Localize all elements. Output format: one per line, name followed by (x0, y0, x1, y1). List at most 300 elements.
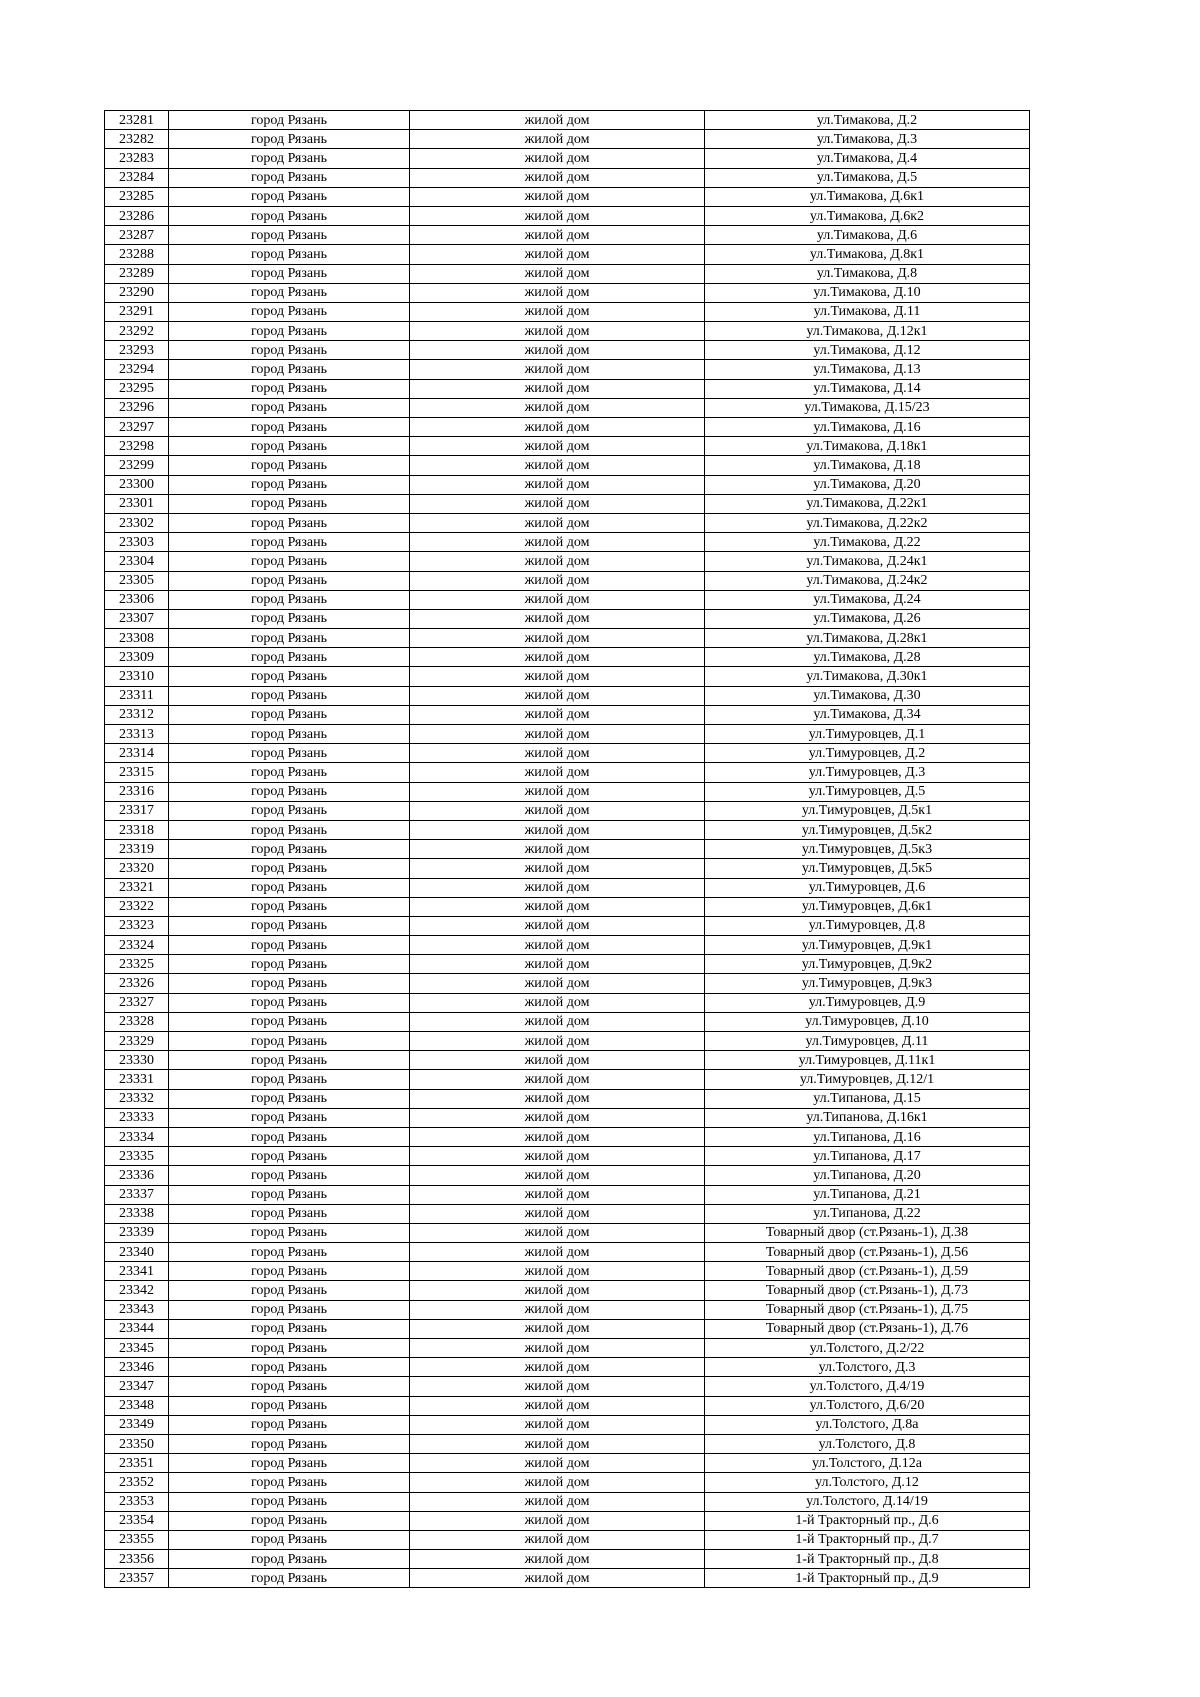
address-cell: ул.Толстого, Д.14/19 (705, 1492, 1030, 1511)
object-type-cell: жилой дом (410, 1434, 705, 1453)
city-cell: город Рязань (169, 302, 410, 321)
record-number-cell: 23331 (105, 1070, 169, 1089)
object-type-cell: жилой дом (410, 782, 705, 801)
city-cell: город Рязань (169, 1051, 410, 1070)
city-cell: город Рязань (169, 552, 410, 571)
city-cell: город Рязань (169, 1569, 410, 1588)
record-number-cell: 23355 (105, 1530, 169, 1549)
object-type-cell: жилой дом (410, 1070, 705, 1089)
object-type-cell: жилой дом (410, 1377, 705, 1396)
object-type-cell: жилой дом (410, 1339, 705, 1358)
table-row (105, 1377, 1030, 1396)
address-cell: ул.Тимуровцев, Д.2 (705, 744, 1030, 763)
record-number-cell: 23323 (105, 916, 169, 935)
city-cell: город Рязань (169, 782, 410, 801)
record-number-cell: 23349 (105, 1415, 169, 1434)
table-row (105, 552, 1030, 571)
city-cell: город Рязань (169, 1204, 410, 1223)
city-cell: город Рязань (169, 1415, 410, 1434)
city-cell: город Рязань (169, 648, 410, 667)
object-type-cell: жилой дом (410, 379, 705, 398)
address-cell: ул.Тимуровцев, Д.3 (705, 763, 1030, 782)
table-row (105, 840, 1030, 859)
record-number-cell: 23312 (105, 705, 169, 724)
address-cell: ул.Тимуровцев, Д.5к1 (705, 801, 1030, 820)
table-row (105, 993, 1030, 1012)
record-number-cell: 23343 (105, 1300, 169, 1319)
table-row (105, 1127, 1030, 1146)
city-cell: город Рязань (169, 1166, 410, 1185)
address-cell: ул.Толстого, Д.6/20 (705, 1396, 1030, 1415)
record-number-cell: 23304 (105, 552, 169, 571)
table-row (105, 629, 1030, 648)
city-cell: город Рязань (169, 264, 410, 283)
record-number-cell: 23285 (105, 187, 169, 206)
object-type-cell: жилой дом (410, 1243, 705, 1262)
record-number-cell: 23337 (105, 1185, 169, 1204)
table-row (105, 763, 1030, 782)
table-row (105, 226, 1030, 245)
record-number-cell: 23298 (105, 437, 169, 456)
table-row (105, 1051, 1030, 1070)
address-cell: ул.Толстого, Д.3 (705, 1358, 1030, 1377)
record-number-cell: 23281 (105, 111, 169, 130)
address-cell: ул.Тимуровцев, Д.9 (705, 993, 1030, 1012)
address-cell: ул.Тимуровцев, Д.1 (705, 725, 1030, 744)
object-type-cell: жилой дом (410, 226, 705, 245)
object-type-cell: жилой дом (410, 1511, 705, 1530)
address-cell: ул.Тимакова, Д.12к1 (705, 322, 1030, 341)
table-row (105, 264, 1030, 283)
address-cell: ул.Тимуровцев, Д.6 (705, 878, 1030, 897)
city-cell: город Рязань (169, 897, 410, 916)
table-row (105, 820, 1030, 839)
city-cell: город Рязань (169, 1319, 410, 1338)
address-cell: ул.Толстого, Д.2/22 (705, 1339, 1030, 1358)
record-number-cell: 23336 (105, 1166, 169, 1185)
housing-registry-table (104, 110, 1030, 1588)
table-row (105, 1396, 1030, 1415)
address-cell: ул.Тимакова, Д.24к1 (705, 552, 1030, 571)
city-cell: город Рязань (169, 1070, 410, 1089)
address-cell: ул.Тимуровцев, Д.11к1 (705, 1051, 1030, 1070)
record-number-cell: 23341 (105, 1262, 169, 1281)
object-type-cell: жилой дом (410, 533, 705, 552)
table-row (105, 725, 1030, 744)
city-cell: город Рязань (169, 168, 410, 187)
address-cell: ул.Тимуровцев, Д.9к2 (705, 955, 1030, 974)
table-row (105, 206, 1030, 225)
city-cell: город Рязань (169, 763, 410, 782)
object-type-cell: жилой дом (410, 840, 705, 859)
city-cell: город Рязань (169, 936, 410, 955)
record-number-cell: 23334 (105, 1127, 169, 1146)
record-number-cell: 23326 (105, 974, 169, 993)
object-type-cell: жилой дом (410, 725, 705, 744)
address-cell: ул.Типанова, Д.16к1 (705, 1108, 1030, 1127)
record-number-cell: 23348 (105, 1396, 169, 1415)
address-cell: ул.Тимакова, Д.12 (705, 341, 1030, 360)
city-cell: город Рязань (169, 859, 410, 878)
table-row (105, 437, 1030, 456)
address-cell: ул.Тимакова, Д.28к1 (705, 629, 1030, 648)
record-number-cell: 23318 (105, 820, 169, 839)
table-row (105, 686, 1030, 705)
record-number-cell: 23324 (105, 936, 169, 955)
address-cell: ул.Тимакова, Д.5 (705, 168, 1030, 187)
record-number-cell: 23328 (105, 1012, 169, 1031)
object-type-cell: жилой дом (410, 456, 705, 475)
record-number-cell: 23351 (105, 1454, 169, 1473)
city-cell: город Рязань (169, 705, 410, 724)
address-cell: ул.Тимакова, Д.15/23 (705, 398, 1030, 417)
record-number-cell: 23295 (105, 379, 169, 398)
city-cell: город Рязань (169, 1339, 410, 1358)
record-number-cell: 23306 (105, 590, 169, 609)
record-number-cell: 23350 (105, 1434, 169, 1453)
table-row (105, 456, 1030, 475)
object-type-cell: жилой дом (410, 1319, 705, 1338)
address-cell: ул.Тимуровцев, Д.5к3 (705, 840, 1030, 859)
address-cell: ул.Типанова, Д.17 (705, 1147, 1030, 1166)
city-cell: город Рязань (169, 533, 410, 552)
table-row (105, 341, 1030, 360)
object-type-cell: жилой дом (410, 206, 705, 225)
address-cell: ул.Тимакова, Д.30 (705, 686, 1030, 705)
record-number-cell: 23329 (105, 1032, 169, 1051)
object-type-cell: жилой дом (410, 360, 705, 379)
record-number-cell: 23286 (105, 206, 169, 225)
table-row (105, 782, 1030, 801)
city-cell: город Рязань (169, 974, 410, 993)
city-cell: город Рязань (169, 725, 410, 744)
address-cell: ул.Тимакова, Д.6к2 (705, 206, 1030, 225)
record-number-cell: 23321 (105, 878, 169, 897)
object-type-cell: жилой дом (410, 1396, 705, 1415)
city-cell: город Рязань (169, 437, 410, 456)
table-row (105, 149, 1030, 168)
address-cell: ул.Тимакова, Д.13 (705, 360, 1030, 379)
object-type-cell: жилой дом (410, 1262, 705, 1281)
table-row (105, 1339, 1030, 1358)
object-type-cell: жилой дом (410, 1281, 705, 1300)
table-row (105, 1434, 1030, 1453)
table-row (105, 1012, 1030, 1031)
record-number-cell: 23308 (105, 629, 169, 648)
record-number-cell: 23292 (105, 322, 169, 341)
record-number-cell: 23339 (105, 1223, 169, 1242)
address-cell: Товарный двор (ст.Рязань-1), Д.56 (705, 1243, 1030, 1262)
table-row (105, 974, 1030, 993)
object-type-cell: жилой дом (410, 763, 705, 782)
city-cell: город Рязань (169, 801, 410, 820)
record-number-cell: 23332 (105, 1089, 169, 1108)
object-type-cell: жилой дом (410, 111, 705, 130)
table-row (105, 418, 1030, 437)
address-cell: Товарный двор (ст.Рязань-1), Д.76 (705, 1319, 1030, 1338)
record-number-cell: 23288 (105, 245, 169, 264)
city-cell: город Рязань (169, 1281, 410, 1300)
city-cell: город Рязань (169, 1089, 410, 1108)
object-type-cell: жилой дом (410, 1089, 705, 1108)
city-cell: город Рязань (169, 667, 410, 686)
record-number-cell: 23325 (105, 955, 169, 974)
city-cell: город Рязань (169, 475, 410, 494)
address-cell: ул.Тимакова, Д.4 (705, 149, 1030, 168)
object-type-cell: жилой дом (410, 398, 705, 417)
address-cell: ул.Тимуровцев, Д.9к3 (705, 974, 1030, 993)
address-cell: ул.Тимакова, Д.18к1 (705, 437, 1030, 456)
record-number-cell: 23309 (105, 648, 169, 667)
address-cell: ул.Тимуровцев, Д.11 (705, 1032, 1030, 1051)
city-cell: город Рязань (169, 1012, 410, 1031)
record-number-cell: 23346 (105, 1358, 169, 1377)
city-cell: город Рязань (169, 245, 410, 264)
record-number-cell: 23301 (105, 494, 169, 513)
city-cell: город Рязань (169, 283, 410, 302)
object-type-cell: жилой дом (410, 801, 705, 820)
record-number-cell: 23315 (105, 763, 169, 782)
address-cell: ул.Тимуровцев, Д.8 (705, 916, 1030, 935)
record-number-cell: 23283 (105, 149, 169, 168)
table-row (105, 1281, 1030, 1300)
table-row (105, 1147, 1030, 1166)
city-cell: город Рязань (169, 1127, 410, 1146)
address-cell: ул.Тимакова, Д.16 (705, 418, 1030, 437)
object-type-cell: жилой дом (410, 1012, 705, 1031)
address-cell: 1-й Тракторный пр., Д.7 (705, 1530, 1030, 1549)
address-cell: 1-й Тракторный пр., Д.8 (705, 1550, 1030, 1569)
address-cell: Товарный двор (ст.Рязань-1), Д.75 (705, 1300, 1030, 1319)
table-row (105, 398, 1030, 417)
table-row (105, 1166, 1030, 1185)
record-number-cell: 23330 (105, 1051, 169, 1070)
table-row (105, 283, 1030, 302)
city-cell: город Рязань (169, 820, 410, 839)
address-cell: ул.Толстого, Д.8а (705, 1415, 1030, 1434)
table-row (105, 1089, 1030, 1108)
city-cell: город Рязань (169, 341, 410, 360)
city-cell: город Рязань (169, 1185, 410, 1204)
table-row (105, 1108, 1030, 1127)
object-type-cell: жилой дом (410, 130, 705, 149)
record-number-cell: 23333 (105, 1108, 169, 1127)
object-type-cell: жилой дом (410, 1166, 705, 1185)
table-row (105, 897, 1030, 916)
address-cell: ул.Тимуровцев, Д.5к2 (705, 820, 1030, 839)
object-type-cell: жилой дом (410, 418, 705, 437)
address-cell: ул.Тимакова, Д.6к1 (705, 187, 1030, 206)
city-cell: город Рязань (169, 955, 410, 974)
city-cell: город Рязань (169, 571, 410, 590)
address-cell: ул.Толстого, Д.12а (705, 1454, 1030, 1473)
record-number-cell: 23347 (105, 1377, 169, 1396)
registry-table-body (105, 111, 1030, 1588)
object-type-cell: жилой дом (410, 1473, 705, 1492)
object-type-cell: жилой дом (410, 1550, 705, 1569)
city-cell: город Рязань (169, 590, 410, 609)
city-cell: город Рязань (169, 840, 410, 859)
table-row (105, 1223, 1030, 1242)
object-type-cell: жилой дом (410, 955, 705, 974)
record-number-cell: 23294 (105, 360, 169, 379)
address-cell: ул.Тимакова, Д.10 (705, 283, 1030, 302)
record-number-cell: 23303 (105, 533, 169, 552)
object-type-cell: жилой дом (410, 1530, 705, 1549)
object-type-cell: жилой дом (410, 245, 705, 264)
record-number-cell: 23317 (105, 801, 169, 820)
table-row (105, 168, 1030, 187)
address-cell: Товарный двор (ст.Рязань-1), Д.59 (705, 1262, 1030, 1281)
object-type-cell: жилой дом (410, 264, 705, 283)
address-cell: ул.Тимакова, Д.26 (705, 609, 1030, 628)
object-type-cell: жилой дом (410, 629, 705, 648)
city-cell: город Рязань (169, 916, 410, 935)
object-type-cell: жилой дом (410, 936, 705, 955)
address-cell: ул.Типанова, Д.22 (705, 1204, 1030, 1223)
address-cell: ул.Толстого, Д.8 (705, 1434, 1030, 1453)
object-type-cell: жилой дом (410, 1147, 705, 1166)
city-cell: город Рязань (169, 629, 410, 648)
table-row (105, 1262, 1030, 1281)
record-number-cell: 23307 (105, 609, 169, 628)
object-type-cell: жилой дом (410, 1032, 705, 1051)
table-row (105, 801, 1030, 820)
record-number-cell: 23352 (105, 1473, 169, 1492)
record-number-cell: 23314 (105, 744, 169, 763)
address-cell: 1-й Тракторный пр., Д.9 (705, 1569, 1030, 1588)
city-cell: город Рязань (169, 379, 410, 398)
address-cell: ул.Тимуровцев, Д.5к5 (705, 859, 1030, 878)
table-row (105, 302, 1030, 321)
table-row (105, 475, 1030, 494)
city-cell: город Рязань (169, 456, 410, 475)
record-number-cell: 23310 (105, 667, 169, 686)
object-type-cell: жилой дом (410, 859, 705, 878)
address-cell: ул.Тимакова, Д.2 (705, 111, 1030, 130)
object-type-cell: жилой дом (410, 1185, 705, 1204)
record-number-cell: 23345 (105, 1339, 169, 1358)
city-cell: город Рязань (169, 609, 410, 628)
record-number-cell: 23342 (105, 1281, 169, 1300)
table-row (105, 1550, 1030, 1569)
table-row (105, 705, 1030, 724)
record-number-cell: 23340 (105, 1243, 169, 1262)
object-type-cell: жилой дом (410, 552, 705, 571)
address-cell: ул.Тимакова, Д.24к2 (705, 571, 1030, 590)
city-cell: город Рязань (169, 513, 410, 532)
city-cell: город Рязань (169, 149, 410, 168)
record-number-cell: 23311 (105, 686, 169, 705)
object-type-cell: жилой дом (410, 590, 705, 609)
record-number-cell: 23289 (105, 264, 169, 283)
address-cell: ул.Тимуровцев, Д.10 (705, 1012, 1030, 1031)
record-number-cell: 23327 (105, 993, 169, 1012)
address-cell: ул.Толстого, Д.4/19 (705, 1377, 1030, 1396)
object-type-cell: жилой дом (410, 1127, 705, 1146)
table-row (105, 1454, 1030, 1473)
city-cell: город Рязань (169, 1530, 410, 1549)
object-type-cell: жилой дом (410, 168, 705, 187)
address-cell: ул.Тимуровцев, Д.6к1 (705, 897, 1030, 916)
city-cell: город Рязань (169, 993, 410, 1012)
city-cell: город Рязань (169, 1550, 410, 1569)
object-type-cell: жилой дом (410, 820, 705, 839)
object-type-cell: жилой дом (410, 1300, 705, 1319)
address-cell: ул.Тимакова, Д.18 (705, 456, 1030, 475)
city-cell: город Рязань (169, 1358, 410, 1377)
table-row (105, 379, 1030, 398)
city-cell: город Рязань (169, 418, 410, 437)
city-cell: город Рязань (169, 1300, 410, 1319)
city-cell: город Рязань (169, 878, 410, 897)
record-number-cell: 23320 (105, 859, 169, 878)
city-cell: город Рязань (169, 1434, 410, 1453)
object-type-cell: жилой дом (410, 475, 705, 494)
address-cell: ул.Тимакова, Д.3 (705, 130, 1030, 149)
table-row (105, 648, 1030, 667)
table-row (105, 1319, 1030, 1338)
table-row (105, 571, 1030, 590)
object-type-cell: жилой дом (410, 974, 705, 993)
address-cell: ул.Тимакова, Д.30к1 (705, 667, 1030, 686)
table-row (105, 590, 1030, 609)
object-type-cell: жилой дом (410, 705, 705, 724)
record-number-cell: 23296 (105, 398, 169, 417)
object-type-cell: жилой дом (410, 1492, 705, 1511)
city-cell: город Рязань (169, 111, 410, 130)
address-cell: ул.Тимакова, Д.34 (705, 705, 1030, 724)
table-row (105, 1032, 1030, 1051)
city-cell: город Рязань (169, 1396, 410, 1415)
city-cell: город Рязань (169, 398, 410, 417)
table-row (105, 111, 1030, 130)
address-cell: ул.Тимакова, Д.22к2 (705, 513, 1030, 532)
object-type-cell: жилой дом (410, 437, 705, 456)
table-row (105, 1070, 1030, 1089)
address-cell: ул.Толстого, Д.12 (705, 1473, 1030, 1492)
address-cell: ул.Тимакова, Д.22к1 (705, 494, 1030, 513)
object-type-cell: жилой дом (410, 1569, 705, 1588)
table-row (105, 1569, 1030, 1588)
object-type-cell: жилой дом (410, 1454, 705, 1473)
city-cell: город Рязань (169, 1108, 410, 1127)
table-row (105, 245, 1030, 264)
table-row (105, 744, 1030, 763)
address-cell: ул.Типанова, Д.21 (705, 1185, 1030, 1204)
city-cell: город Рязань (169, 1377, 410, 1396)
city-cell: город Рязань (169, 744, 410, 763)
record-number-cell: 23300 (105, 475, 169, 494)
table-row (105, 322, 1030, 341)
city-cell: город Рязань (169, 206, 410, 225)
address-cell: Товарный двор (ст.Рязань-1), Д.38 (705, 1223, 1030, 1242)
address-cell: ул.Тимакова, Д.14 (705, 379, 1030, 398)
record-number-cell: 23319 (105, 840, 169, 859)
table-row (105, 1300, 1030, 1319)
address-cell: ул.Тимуровцев, Д.12/1 (705, 1070, 1030, 1089)
record-number-cell: 23353 (105, 1492, 169, 1511)
object-type-cell: жилой дом (410, 149, 705, 168)
city-cell: город Рязань (169, 1454, 410, 1473)
table-row (105, 1473, 1030, 1492)
table-row (105, 1511, 1030, 1530)
city-cell: город Рязань (169, 1243, 410, 1262)
record-number-cell: 23305 (105, 571, 169, 590)
object-type-cell: жилой дом (410, 878, 705, 897)
table-row (105, 916, 1030, 935)
address-cell: ул.Тимакова, Д.6 (705, 226, 1030, 245)
